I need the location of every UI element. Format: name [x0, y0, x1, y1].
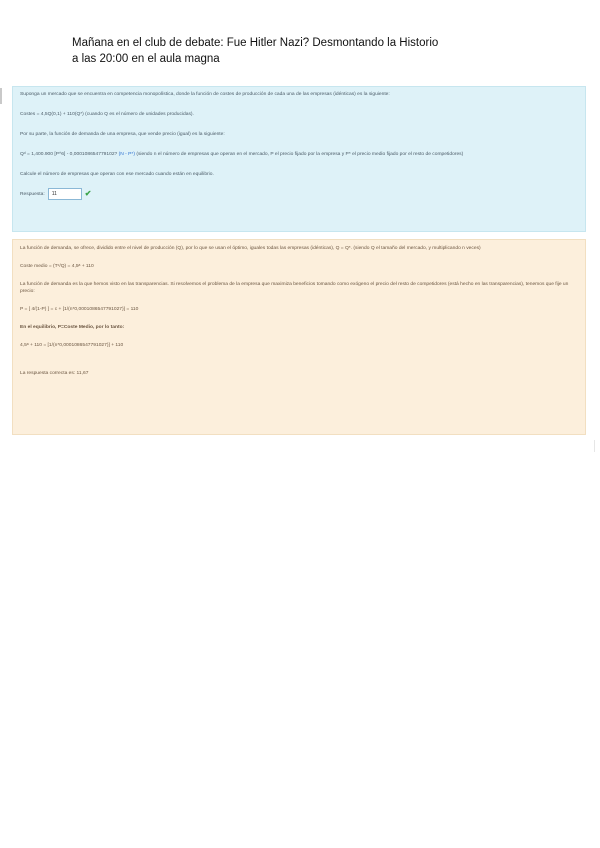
question-intro: Suponga un mercado que se encuentra en competencia monopolística, donde la función de costes de producción de cada una de las empresas (idénticas) es la siguiente: [20, 92, 390, 97]
header-line-2: a las 20:00 en el aula magna [72, 53, 220, 65]
left-edge-marker [0, 88, 2, 104]
feedback-correct-answer: La respuesta correcta es: 11,67 [20, 371, 89, 376]
answer-label: Respuesta: [20, 191, 45, 197]
announcement-header [72, 35, 552, 67]
feedback-price-formula: P = [ 4/(1-P) ] = c + [1/(n*0,0001086547791027)] = 110 [20, 307, 139, 312]
check-icon: ✔ [84, 189, 92, 198]
question-demand-intro: Por su parte, la función de demanda de una empresa, que vende precio (igual) es la siguiente: [20, 132, 225, 137]
right-edge-marker [594, 440, 595, 452]
demand-formula-highlight: (N - P*) [118, 152, 135, 157]
question-panel [12, 86, 586, 232]
question-demand-function [20, 151, 579, 158]
answer-row [20, 188, 579, 200]
feedback-equilibrium: En el equilibrio, P=Coste Medio, por lo tanto: [20, 325, 125, 330]
demand-formula-note: (siendo n el número de empresas que operan en el mercado, P el precio fijado por la empresa y P* el precio medio fijado por el resto de competidores) [136, 152, 464, 157]
feedback-paragraph-3: La función de demanda es la que hemos visto en las transparencias. Si resolvemos el problema de la empresa que maximiza beneficios tomando como exógeno el precio del resto de competidores (está hecho en las transparencias), tenemos que fije un precio: [20, 282, 569, 294]
answer-input[interactable] [48, 188, 82, 200]
question-cost-function: Costes = 4,5Q(0,1) + 110(Q*) (cuando Q es el número de unidades producidas). [20, 112, 194, 117]
question-task: Calcule el número de empresas que operan con ese mercado cuando están en equilibrio. [20, 172, 214, 177]
feedback-panel [12, 239, 586, 435]
feedback-average-cost: Coste medio = (Tᶜ/Q) = 4,5ᵃ + 110 [20, 264, 94, 269]
feedback-equilibrium-formula: 4,5ᵃ + 110 = [1/(n*0,0001086547791027)] + 110 [20, 343, 124, 348]
feedback-paragraph-1: La función de demanda, se ofrece, dividido entre el nivel de producción (Q), por lo que se usan el óptimo, iguales todas las empresas (idénticas), Q = Q*. (siendo Q el tamaño del mercado, y multiplicando n veces) [20, 246, 481, 251]
header-line-1: Mañana en el club de debate: Fue Hitler Nazi? Desmontando la Historio [72, 37, 439, 49]
demand-formula: Qᵈ = 1,400.900 [P^6] - 0,000108654779102? [20, 152, 118, 157]
